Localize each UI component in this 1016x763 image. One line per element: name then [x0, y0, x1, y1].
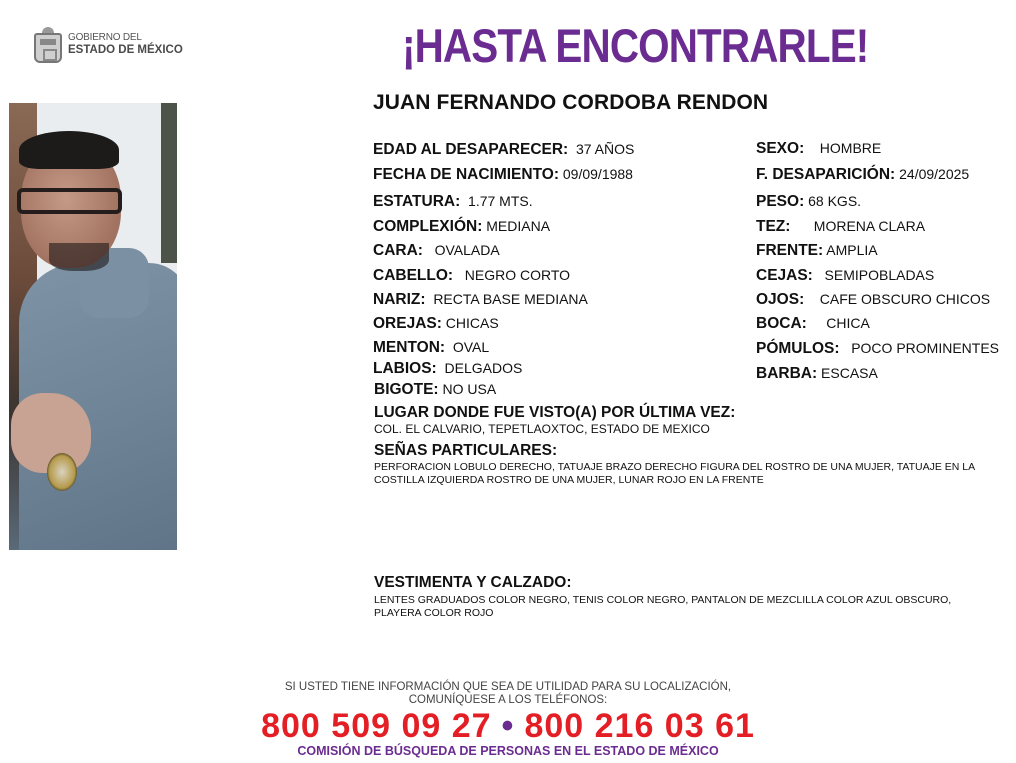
field-ojos: OJOS: CAFE OBSCURO CHICOS: [756, 291, 991, 308]
contact-info: [0, 681, 1016, 707]
last-seen-text: COL. EL CALVARIO, TEPETLAOXTOC, ESTADO DE MEXICO: [374, 422, 710, 436]
field-sexo: SEXO: HOMBRE: [756, 140, 882, 157]
logo-line1: GOBIERNO DEL: [68, 32, 142, 44]
field-estatura: ESTATURA: 1.77 MTS.: [373, 193, 533, 210]
marks-title: SEÑAS PARTICULARES:: [374, 442, 558, 459]
clothing-title: VESTIMENTA Y CALZADO:: [374, 574, 572, 591]
field-menton: MENTON: OVAL: [373, 339, 490, 356]
field-frente: FRENTE: AMPLIA: [756, 242, 878, 259]
field-nariz: NARIZ: RECTA BASE MEDIANA: [373, 291, 588, 308]
phone-1[interactable]: 800 509 09 27: [261, 707, 492, 745]
headline: ¡HASTA ENCONTRARLE!: [402, 19, 869, 72]
phone-numbers: [0, 707, 1016, 745]
state-crest-icon: [33, 27, 63, 63]
logo-line2: ESTADO DE MÉXICO: [68, 44, 183, 57]
field-bigote: BIGOTE: NO USA: [374, 381, 497, 398]
marks-text: PERFORACION LOBULO DERECHO, TATUAJE BRAZO DERECHO FIGURA DEL ROSTRO DE UNA MUJER, TATUAJE EN LA COSTILLA IZQUIERDA ROSTRO DE UNA MUJER, LUNAR ROJO EN LA FRENTE: [374, 461, 975, 486]
person-name: JUAN FERNANDO CORDOBA RENDON: [373, 91, 769, 114]
clothing-text: LENTES GRADUADOS COLOR NEGRO, TENIS COLOR NEGRO, PANTALON DE MEZCLILLA COLOR AZUL OBSCURO, PLAYERA COLOR ROJO: [374, 594, 952, 619]
field-cabello: CABELLO: NEGRO CORTO: [373, 267, 571, 284]
last-seen-title: LUGAR DONDE FUE VISTO(A) POR ÚLTIMA VEZ:: [374, 404, 736, 421]
field-fecha-desaparicion: F. DESAPARICIÓN: 24/09/2025: [756, 166, 970, 183]
phone-2[interactable]: 800 216 03 61: [524, 707, 755, 745]
person-photo: [9, 103, 177, 550]
commission-name: COMISIÓN DE BÚSQUEDA DE PERSONAS EN EL ESTADO DE MÉXICO: [297, 744, 719, 758]
field-pomulos: PÓMULOS: POCO PROMINENTES: [756, 340, 999, 357]
field-boca: BOCA: CHICA: [756, 315, 870, 332]
separator-dot-icon: •: [501, 707, 515, 745]
field-orejas: OREJAS: CHICAS: [373, 315, 499, 332]
field-labios: LABIOS: DELGADOS: [373, 360, 523, 377]
field-fecha-nacimiento: FECHA DE NACIMIENTO: 09/09/1988: [373, 166, 633, 183]
field-cara: CARA: OVALADA: [373, 242, 500, 259]
field-barba: BARBA: ESCASA: [756, 365, 878, 382]
field-complexion: COMPLEXIÓN: MEDIANA: [373, 218, 551, 235]
field-cejas: CEJAS: SEMIPOBLADAS: [756, 267, 935, 284]
info-line1: SI USTED TIENE INFORMACIÓN QUE SEA DE UTILIDAD PARA SU LOCALIZACIÓN,: [284, 681, 732, 693]
field-peso: PESO: 68 KGS.: [756, 193, 862, 210]
field-tez: TEZ: MORENA CLARA: [756, 218, 926, 235]
info-line2: COMUNÍQUESE A LOS TELÉFONOS:: [408, 694, 608, 706]
gobierno-logo: [33, 27, 183, 63]
field-edad: EDAD AL DESAPARECER: 37 AÑOS: [373, 141, 635, 158]
